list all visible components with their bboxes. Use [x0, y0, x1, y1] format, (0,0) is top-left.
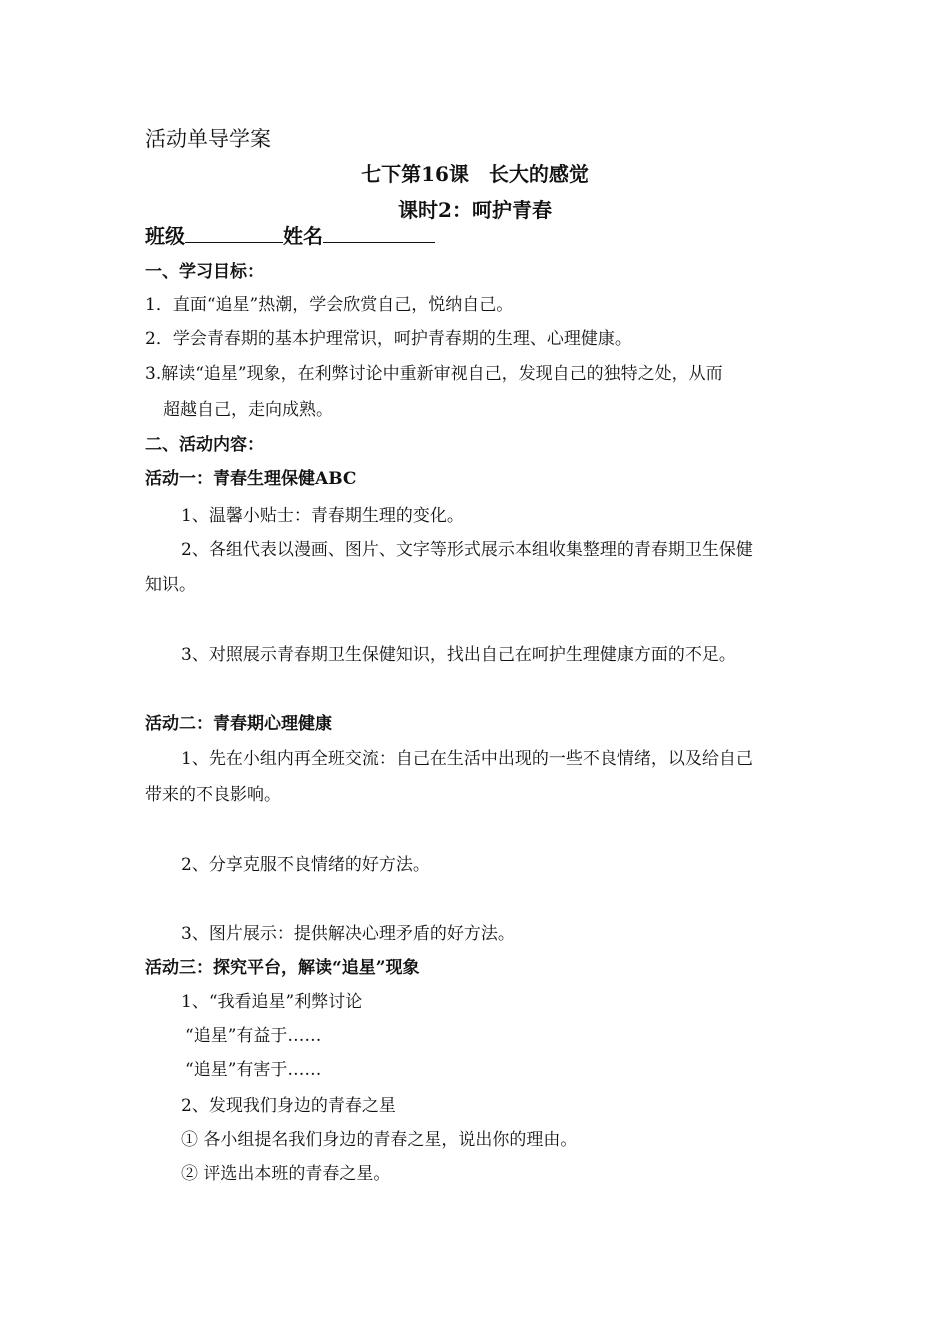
goal-item: 3.解读“追星”现象，在利弊讨论中重新审视自己，发现自己的独特之处，从而	[145, 364, 723, 384]
activity2-line: 2、分享克服不良情绪的好方法。	[181, 855, 430, 875]
activity1-line: 3、对照展示青春期卫生保健知识，找出自己在呵护生理健康方面的不足。	[181, 645, 736, 665]
lesson-subtitle: 课时2：呵护青春	[398, 198, 552, 222]
activity2-line: 3、图片展示：提供解决心理矛盾的好方法。	[181, 924, 515, 944]
lesson-title: 七下第16课 长大的感觉	[361, 162, 589, 186]
name-blank[interactable]	[323, 224, 435, 243]
student-info-row	[145, 222, 435, 250]
class-label: 班级	[145, 224, 185, 248]
activity3-line: ② 评选出本班的青春之星。	[181, 1164, 391, 1184]
activity1-line: 2、各组代表以漫画、图片、文字等形式展示本组收集整理的青春期卫生保健	[181, 540, 753, 560]
activity3-line: 2、发现我们身边的青春之星	[181, 1096, 396, 1116]
activity3-line: “追星”有害于……	[185, 1060, 322, 1080]
activity1-title: 活动一：青春生理保健ABC	[145, 469, 357, 489]
activity3-title: 活动三：探究平台，解读“追星”现象	[145, 958, 420, 978]
goal-item: 2．学会青春期的基本护理常识，呵护青春期的生理、心理健康。	[145, 329, 632, 349]
activity2-title: 活动二：青春期心理健康	[145, 714, 332, 734]
goal-item: 1．直面“追星”热潮，学会欣赏自己，悦纳自己。	[145, 295, 514, 315]
activity3-line: “追星”有益于……	[185, 1026, 322, 1046]
activity2-line: 带来的不良影响。	[145, 785, 281, 805]
activity1-line: 1、温馨小贴士：青春期生理的变化。	[181, 506, 464, 526]
activity3-line: 1、“我看追星”利弊讨论	[181, 992, 363, 1012]
name-label: 姓名	[283, 224, 323, 248]
activity2-line: 1、先在小组内再全班交流：自己在生活中出现的一些不良情绪，以及给自己	[181, 749, 753, 769]
class-blank[interactable]	[185, 224, 283, 243]
doc-header: 活动单导学案	[145, 127, 271, 151]
goal-item-continuation: 超越自己，走向成熟。	[163, 400, 333, 420]
goals-heading: 一、学习目标：	[145, 262, 264, 282]
content-heading: 二、活动内容：	[145, 435, 264, 455]
activity1-line: 知识。	[145, 575, 196, 595]
activity3-line: ① 各小组提名我们身边的青春之星，说出你的理由。	[181, 1130, 578, 1150]
